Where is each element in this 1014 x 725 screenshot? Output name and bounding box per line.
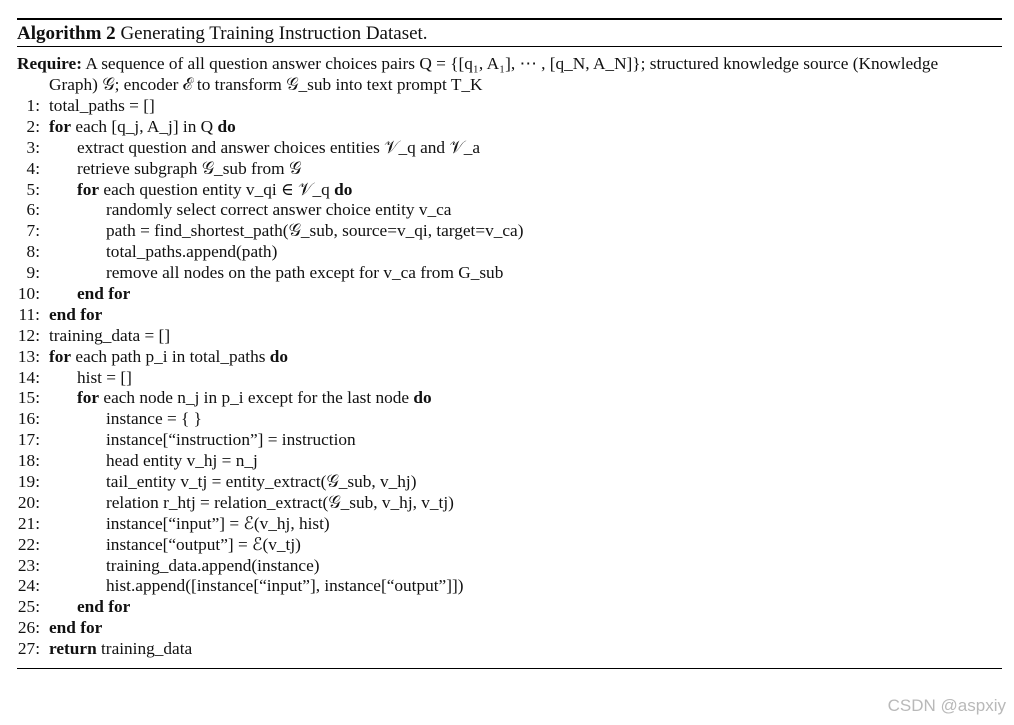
line-text: randomly select correct answer choice entity v_ca <box>106 200 452 220</box>
line-number: 3: <box>26 137 40 157</box>
line-text: each path p_i in total_paths <box>71 346 270 366</box>
line-text: training_data.append(instance) <box>106 555 320 575</box>
line-text: total_paths.append(path) <box>106 242 278 262</box>
line-code <box>106 535 301 556</box>
line-number: 13: <box>17 346 40 366</box>
line-code <box>77 138 480 159</box>
require-text-line1: A sequence of all question answer choices pairs Q = {[q₁, A₁], ⋯ , [q_N, A_N]}; structured knowledge source (Knowledge <box>85 54 939 73</box>
line-text: each [q_j, A_j] in Q <box>71 116 218 136</box>
line-code <box>106 576 463 597</box>
algorithm-line <box>0 326 1014 347</box>
line-code <box>106 451 258 472</box>
top-rule <box>17 18 1002 20</box>
algorithm-line <box>0 159 1014 180</box>
line-text: instance[“instruction”] = instruction <box>106 430 356 450</box>
keyword: do <box>334 179 353 199</box>
keyword: for <box>49 346 72 366</box>
algorithm-line <box>0 96 1014 117</box>
algorithm-line <box>0 535 1014 556</box>
line-text: extract question and answer choices entities 𝒱_q and 𝒱_a <box>77 137 481 157</box>
line-number: 12: <box>17 325 40 345</box>
keyword: for <box>77 179 100 199</box>
algorithm-line <box>0 242 1014 263</box>
line-number: 6: <box>26 200 40 220</box>
line-number: 22: <box>17 534 40 554</box>
line-number: 26: <box>17 618 40 638</box>
line-code <box>77 180 352 201</box>
line-text: training_data <box>96 639 193 659</box>
line-code <box>106 263 503 284</box>
keyword: end for <box>77 597 131 617</box>
algorithm-line <box>0 263 1014 284</box>
algorithm-line <box>0 430 1014 451</box>
line-code <box>106 556 320 577</box>
algorithm-line <box>0 597 1014 618</box>
algorithm-line <box>0 618 1014 639</box>
line-text: instance[“input”] = ℰ(v_hj, hist) <box>106 513 330 533</box>
line-text: retrieve subgraph 𝒢_sub from 𝒢 <box>77 158 302 178</box>
keyword: do <box>269 346 289 366</box>
algorithm-line <box>0 221 1014 242</box>
line-text: remove all nodes on the path except for v_ca from G_sub <box>106 263 504 283</box>
keyword: end for <box>77 284 131 304</box>
algorithm-line <box>0 409 1014 430</box>
line-code <box>106 514 330 535</box>
line-number: 23: <box>17 555 40 575</box>
algorithm-line <box>0 284 1014 305</box>
require-block <box>17 53 1007 95</box>
line-code <box>106 221 523 242</box>
algorithm-line <box>0 117 1014 138</box>
line-code <box>106 200 451 221</box>
algorithm-line <box>0 180 1014 201</box>
algorithm-body <box>0 96 1014 660</box>
algorithm-line <box>0 493 1014 514</box>
line-number: 4: <box>26 158 40 178</box>
line-code <box>106 430 356 451</box>
algorithm-caption: Generating Training Instruction Dataset. <box>120 23 428 44</box>
line-code <box>77 159 301 180</box>
keyword: for <box>77 388 100 408</box>
line-number: 20: <box>17 492 40 512</box>
line-number: 27: <box>17 639 40 659</box>
line-code <box>106 493 454 514</box>
line-code <box>106 472 417 493</box>
line-text: hist = [] <box>77 367 132 387</box>
line-text: hist.append([instance[“input”], instance[“output”]]) <box>106 576 464 596</box>
line-number: 24: <box>17 576 40 596</box>
line-number: 10: <box>17 284 40 304</box>
bottom-rule <box>17 668 1002 669</box>
line-code <box>106 242 277 263</box>
keyword: do <box>413 388 432 408</box>
line-number: 18: <box>17 451 40 471</box>
line-number: 9: <box>26 263 40 283</box>
line-code <box>49 117 236 138</box>
line-number: 8: <box>26 242 40 262</box>
require-label: Require: <box>17 54 82 73</box>
keyword: do <box>217 116 236 136</box>
line-code <box>77 284 130 305</box>
algorithm-line <box>0 514 1014 535</box>
keyword: end for <box>49 618 103 638</box>
require-text-line2: Graph) 𝒢; encoder ℰ to transform 𝒢_sub into text prompt T_K <box>49 75 483 94</box>
algorithm-line <box>0 138 1014 159</box>
keyword: end for <box>49 304 103 324</box>
algorithm-line <box>0 576 1014 597</box>
algorithm-line <box>0 556 1014 577</box>
algorithm-line <box>0 305 1014 326</box>
algorithm-line <box>0 347 1014 368</box>
line-code <box>49 96 155 117</box>
line-code <box>106 409 202 430</box>
algorithm-title <box>17 23 428 45</box>
title-rule <box>17 46 1002 47</box>
line-number: 17: <box>17 430 40 450</box>
line-number: 19: <box>17 472 40 492</box>
line-text: instance = { } <box>106 409 202 429</box>
line-number: 25: <box>17 597 40 617</box>
line-code <box>77 368 132 389</box>
line-code <box>49 347 288 368</box>
keyword: for <box>49 116 72 136</box>
line-text: training_data = [] <box>49 325 171 345</box>
line-number: 11: <box>18 304 40 324</box>
line-text: relation r_htj = relation_extract(𝒢_sub, v_hj, v_tj) <box>106 492 454 512</box>
algorithm-line <box>0 451 1014 472</box>
line-text: total_paths = [] <box>49 96 155 115</box>
line-number: 14: <box>17 367 40 387</box>
line-text: each node n_j in p_i except for the last node <box>99 388 414 408</box>
algorithm-line <box>0 368 1014 389</box>
algorithm-line <box>0 388 1014 409</box>
line-code <box>49 639 192 660</box>
line-text: path = find_shortest_path(𝒢_sub, source=v_qi, target=v_ca) <box>106 221 524 241</box>
line-number: 5: <box>26 179 40 199</box>
line-number: 7: <box>26 221 40 241</box>
line-number: 1: <box>26 96 40 115</box>
line-code <box>49 326 170 347</box>
line-text: head entity v_hj = n_j <box>106 451 258 471</box>
line-code <box>77 597 130 618</box>
line-number: 21: <box>17 513 40 533</box>
line-number: 15: <box>17 388 40 408</box>
algorithm-line <box>0 639 1014 660</box>
algorithm-line <box>0 472 1014 493</box>
line-text: tail_entity v_tj = entity_extract(𝒢_sub, v_hj) <box>106 472 417 492</box>
line-text: each question entity v_qi ∈ 𝒱_q <box>99 179 335 199</box>
algorithm-line <box>0 200 1014 221</box>
line-number: 2: <box>26 116 40 136</box>
keyword: return <box>49 639 97 659</box>
line-code <box>77 388 432 409</box>
algorithm-label: Algorithm 2 <box>17 23 116 44</box>
line-text: instance[“output”] = ℰ(v_tj) <box>106 534 301 554</box>
watermark: CSDN @aspxiy <box>887 696 1006 715</box>
line-number: 16: <box>17 409 40 429</box>
line-code <box>49 618 102 639</box>
line-code <box>49 305 102 326</box>
